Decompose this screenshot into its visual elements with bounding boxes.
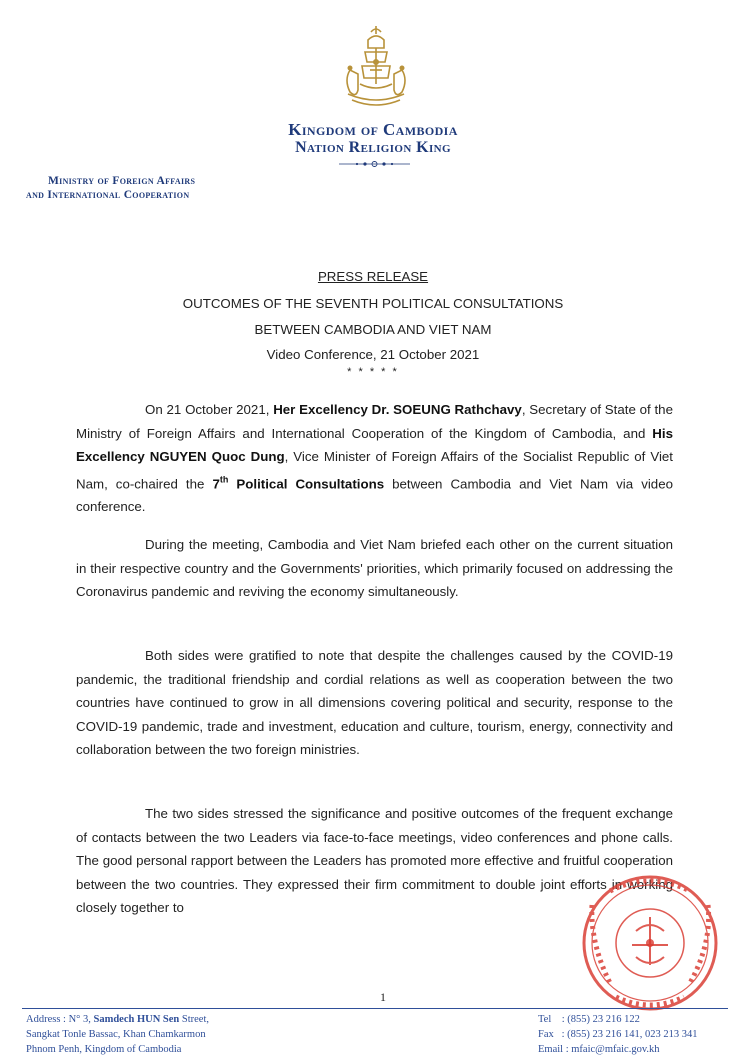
national-motto: Nation Religion King xyxy=(295,139,451,156)
page-number: 1 xyxy=(380,990,386,1004)
release-title-line2: BETWEEN CAMBODIA AND VIET NAM xyxy=(254,322,492,337)
paragraph-2: During the meeting, Cambodia and Viet Nam briefed each other on the current situation in their respective country and the Governments' priorities, which primarily focused on addressing the Coronavirus pandemic and reviving the economy simultaneously. xyxy=(76,537,673,599)
press-release-label: PRESS RELEASE xyxy=(317,269,429,284)
ornament-divider-icon xyxy=(337,159,412,169)
ministry-name-line2: and International Cooperation xyxy=(26,189,190,201)
kingdom-title: Kingdom of Cambodia xyxy=(288,120,458,139)
footer-address: Address : N° 3, Samdech HUN Sen Street, Sangkat Tonle Bassac, Khan Chamkarmon Phnom Penh, Kingdom of Cambodia xyxy=(26,1014,210,1055)
official-seal-icon xyxy=(570,865,730,1015)
royal-emblem-icon xyxy=(338,22,414,110)
footer-contacts xyxy=(538,1012,698,1057)
paragraph-4: The two sides stressed the significance and positive outcomes of the frequent exchange of contacts between the two Leaders via face-to-face meetings, video conferences and phone calls. The good personal rapport between the Leaders has promoted more effective and fruitful cooperation between the two countries. They expressed their firm commitment to double joint efforts in working closely together to xyxy=(76,806,673,915)
release-date-line: Video Conference, 21 October 2021 xyxy=(266,347,480,362)
footer-fax: Fax : (855) 23 216 141, 023 213 341 xyxy=(538,1029,698,1040)
ministry-name-line1: Ministry of Foreign Affairs xyxy=(48,175,196,187)
release-title-line1: OUTCOMES OF THE SEVENTH POLITICAL CONSULTATIONS xyxy=(182,296,564,311)
footer-divider xyxy=(22,1008,728,1009)
footer-email[interactable]: Email : mfaic@mfaic.gov.kh xyxy=(538,1044,660,1055)
paragraph-3: Both sides were gratified to note that despite the challenges caused by the COVID-19 pandemic, the traditional friendship and cordial relations as well as cooperation between the two countries have continued to grow in all dimensions covering political and security, response to the COVID-19 pandemic, trade and investment, education and culture, tourism, energy, connectivity and collaboration between the two foreign ministries. xyxy=(76,648,673,757)
paragraph-1: On 21 October 2021, Her Excellency Dr. SOEUNG Rathchavy, Secretary of State of the Ministry of Foreign Affairs and International Cooperation of the Kingdom of Cambodia, and His Excellency NGUYEN Quoc Dung, Vice Minister of Foreign Affairs of the Socialist Republic of Viet Nam, co-chaired the 7th Political Consultations between Cambodia and Viet Nam via video conference. xyxy=(76,402,673,515)
footer-tel: Tel : (855) 23 216 122 xyxy=(538,1014,640,1025)
separator-stars: * * * * * xyxy=(347,366,399,378)
